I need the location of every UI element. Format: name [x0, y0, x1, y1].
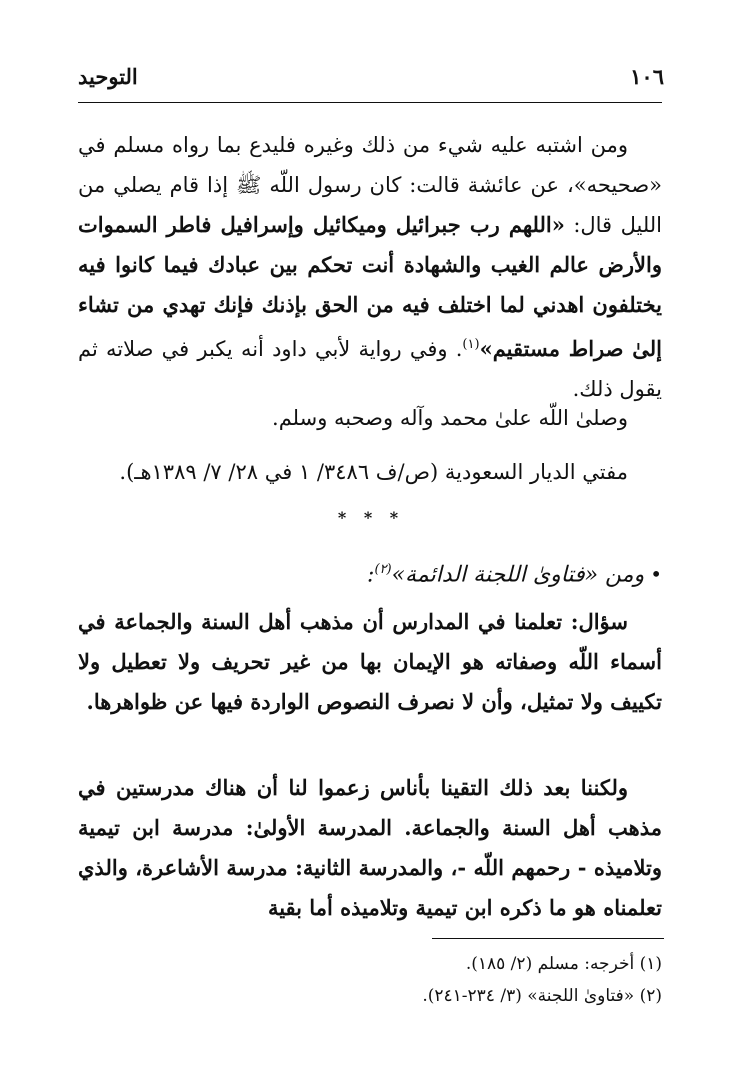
section-heading [78, 550, 662, 595]
header-rule [78, 102, 662, 103]
footnotes [78, 948, 662, 1012]
page-number: ١٠٦ [630, 63, 664, 89]
hadith-intro: ومن اشتبه عليه شيء من ذلك وغيره فليدع بما رواه مسلم في «صحيحه»، عن عائشة قالت: كان رسول اللّه ﷺ إذا قام يصلي من الليل قال: [78, 133, 662, 237]
dua-text: «اللهم رب جبرائيل وميكائيل وإسرافيل فاطر السموات والأرض عالم الغيب والشهادة أنت تحكم بين عبادك فيما كانوا فيه يختلفون اهدني لما اختلف فيه من الحق بإذنك فإنك تهدي من تشاء إلىٰ صراط مستقيم» [78, 212, 663, 361]
footnote-2: (٢) «فتاوىٰ اللجنة» (٣/ ٢٣٤-٢٤١). [422, 986, 662, 1006]
running-header [78, 58, 664, 94]
fatwa-signature: مفتي الديار السعودية (ص/ف ٣٤٨٦/ ١ في ٢٨/ ٧/ ١٣٨٩هـ). [119, 460, 628, 484]
hadith-tail: . وفي رواية لأبي داود أنه يكبر في صلاته ثم يقول ذلك. [78, 337, 662, 401]
hadith-paragraph [78, 125, 662, 409]
question-paragraph: سؤال: تعلمنا في المدارس أن مذهب أهل السنة والجماعة في أسماء اللّه وصفاته هو الإيمان بها من غير تحريف ولا تعطيل ولا تكييف ولا تمثيل، وأن لا نصرف النصوص الواردة فيها عن ظواهرها. [78, 609, 662, 714]
closing-line: وصلىٰ اللّه علىٰ محمد وآله وصحبه وسلم. [272, 406, 628, 430]
section-title: ومن «فتاوىٰ اللجنة الدائمة» [391, 562, 645, 588]
running-title: التوحيد [78, 63, 138, 89]
footnote-ref-1[interactable]: (١) [462, 337, 480, 352]
footnote-1: (١) أخرجه: مسلم (٢/ ١٨٥). [465, 954, 662, 974]
section-separator: * * * [337, 508, 405, 527]
bullet-icon: • [650, 562, 662, 587]
question-continuation: ولكننا بعد ذلك التقينا بأناس زعموا لنا أن هناك مدرستين في مذهب أهل السنة والجماعة. المدرسة الأولىٰ: مدرسة ابن تيمية وتلاميذه - رحمهم اللّه -، والمدرسة الثانية: مدرسة الأشاعرة، والذي تعلمناه هو ما ذكره ابن تيمية وتلاميذه أما بقية [78, 775, 662, 920]
footnote-rule [432, 938, 664, 939]
section-suffix: : [367, 562, 375, 588]
footnote-ref-2[interactable]: (٢) [374, 562, 392, 577]
